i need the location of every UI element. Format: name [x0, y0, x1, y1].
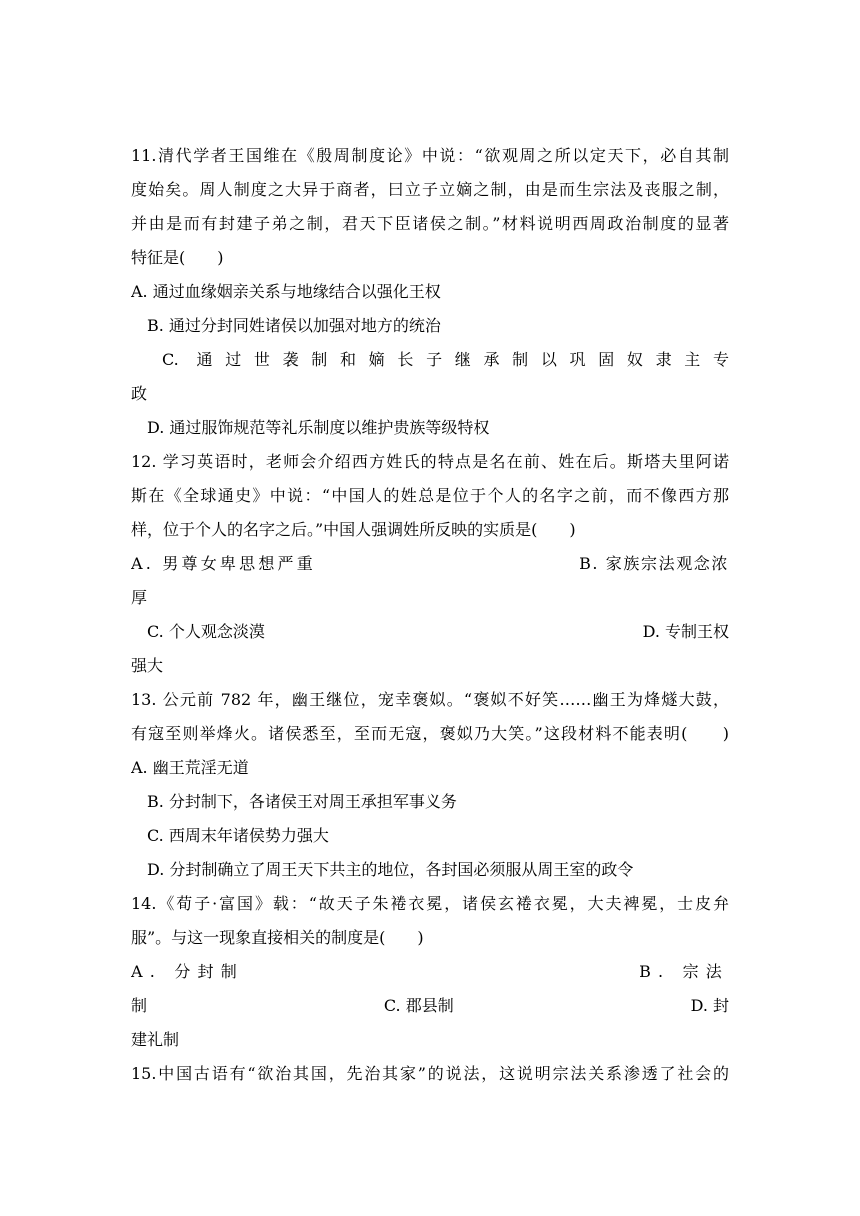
q13-stem-line-2: 有寇至则举烽火。诸侯悉至，至而无寇，褒姒乃大笑。”这段材料不能表明( )	[131, 724, 729, 743]
q11-stem-line-1: 11.清代学者王国维在《殷周制度论》中说：“欲观周之所以定天下，必自其制	[131, 146, 729, 165]
q11-stem-line-3: 并由是而有封建子弟之制，君天下臣诸侯之制。”材料说明西周政治制度的显著	[131, 214, 729, 233]
q14-option-b: B. 宗法	[639, 962, 729, 981]
q11-option-a: A. 通过血缘姻亲关系与地缘结合以强化王权	[131, 282, 441, 301]
q14-option-d-continued: 建礼制	[131, 1030, 180, 1049]
q12-option-b-continued: 厚	[131, 588, 148, 607]
q11-stem-line-2: 度始矣。周人制度之大异于商者，曰立子立嫡之制，由是而生宗法及丧服之制，	[131, 180, 729, 199]
q12-options-row-1	[131, 547, 729, 581]
q12-options-row-2	[147, 615, 729, 649]
q14-stem-line-1: 14.《荀子·富国》载：“故天子朱裷衣冕，诸侯玄裷衣冕，大夫裨冕，士皮弁	[131, 894, 729, 913]
q12-option-b: B. 家族宗法观念浓	[579, 554, 729, 573]
q13-stem-line-1: 13. 公元前 782 年，幽王继位，宠幸褒姒。“褒姒不好笑……幽王为烽燧大鼓，	[131, 690, 729, 709]
q14-option-d: D. 封	[690, 996, 729, 1015]
q11-option-c-continued: 政	[131, 384, 148, 403]
q14-option-a: A. 分封制	[131, 962, 244, 981]
q12-stem-line-2: 斯在《全球通史》中说：“中国人的姓总是位于个人的名字之前，而不像西方那	[131, 486, 729, 505]
q12-option-d: D. 专制王权	[642, 622, 729, 641]
q11-option-c: C. 通过世袭制和嫡长子继承制以巩固奴隶主专	[162, 350, 729, 369]
q13-option-c: C. 西周末年诸侯势力强大	[147, 826, 329, 845]
q11-option-b: B. 通过分封同姓诸侯以加强对地方的统治	[147, 316, 441, 335]
q11-stem-line-4: 特征是( )	[131, 248, 224, 267]
q12-option-d-continued: 强大	[131, 656, 164, 675]
q14-option-b-continued: 制	[131, 996, 148, 1015]
q14-stem-line-2: 服”。与这一现象直接相关的制度是( )	[131, 928, 424, 947]
q13-option-d: D. 分封制确立了周王天下共主的地位，各封国必须服从周王室的政令	[147, 860, 634, 879]
q15-stem-line-1: 15.中国古语有“欲治其国，先治其家”的说法，这说明宗法关系渗透了社会的	[131, 1064, 729, 1083]
q11-option-d: D. 通过服饰规范等礼乐制度以维护贵族等级特权	[147, 418, 490, 437]
q12-option-c: C. 个人观念淡漠	[147, 622, 265, 641]
q13-option-b: B. 分封制下，各诸侯王对周王承担军事义务	[147, 792, 457, 811]
q13-option-a: A. 幽王荒淫无道	[131, 758, 249, 777]
q14-options-row-2	[131, 989, 729, 1023]
q12-stem-line-1: 12. 学习英语时，老师会介绍西方姓氏的特点是名在前、姓在后。斯塔夫里阿诺	[131, 452, 729, 471]
q12-stem-line-3: 样，位于个人的名字之后。”中国人强调姓所反映的实质是( )	[131, 520, 576, 539]
q14-options-row-1	[131, 955, 729, 989]
q12-option-a: A. 男尊女卑思想严重	[131, 554, 316, 573]
q14-option-c: C. 郡县制	[383, 996, 454, 1015]
